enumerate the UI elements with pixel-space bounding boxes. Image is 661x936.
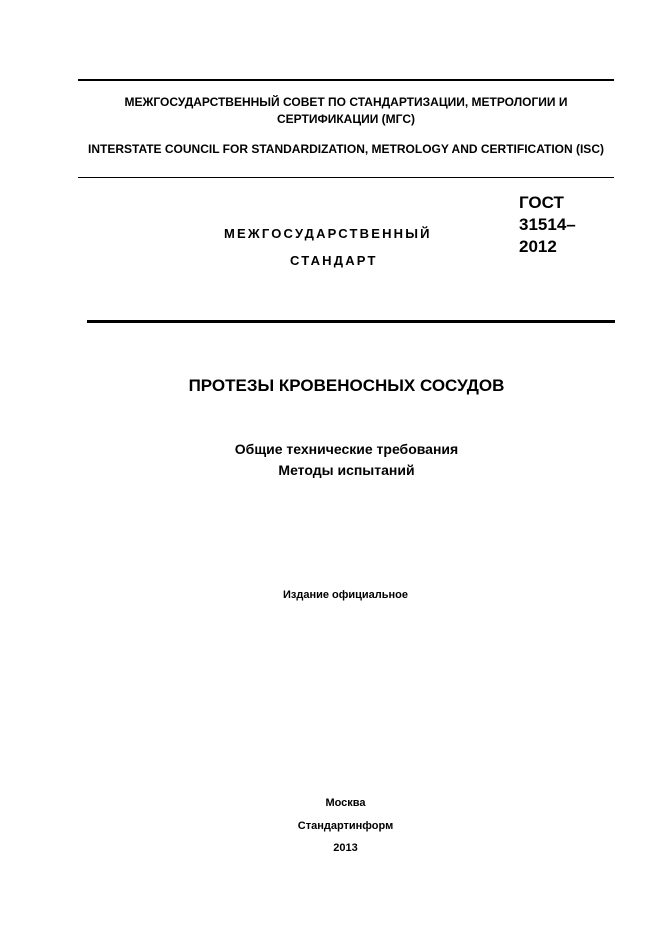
council-name-english: INTERSTATE COUNCIL FOR STANDARDIZATION, METROLOGY AND CERTIFICATION (ISC)	[88, 142, 604, 156]
document-subtitle-requirements: Общие технические требования	[234, 441, 459, 457]
gost-number: 31514–	[519, 215, 576, 234]
header-divider	[78, 177, 614, 178]
bottom-rule	[87, 320, 615, 323]
top-rule	[78, 79, 614, 81]
gost-designation	[519, 192, 576, 258]
council-name-russian: МЕЖГОСУДАРСТВЕННЫЙ СОВЕТ ПО СТАНДАРТИЗАЦИИ, МЕТРОЛОГИИ И СЕРТИФИКАЦИИ (МГС)	[124, 95, 568, 126]
gost-prefix: ГОСТ	[519, 193, 564, 212]
standard-word-label: СТАНДАРТ	[290, 253, 378, 268]
edition-note: Издание официальное	[282, 589, 409, 601]
standard-kind-label: МЕЖГОСУДАРСТВЕННЫЙ	[224, 226, 432, 241]
document-subtitle-methods: Методы испытаний	[278, 462, 415, 478]
imprint-publisher: Стандартинформ	[297, 820, 394, 832]
document-title: ПРОТЕЗЫ КРОВЕНОСНЫХ СОСУДОВ	[188, 376, 505, 395]
gost-year: 2012	[519, 237, 557, 256]
imprint-year: 2013	[333, 842, 358, 854]
imprint-city: Москва	[325, 797, 366, 809]
